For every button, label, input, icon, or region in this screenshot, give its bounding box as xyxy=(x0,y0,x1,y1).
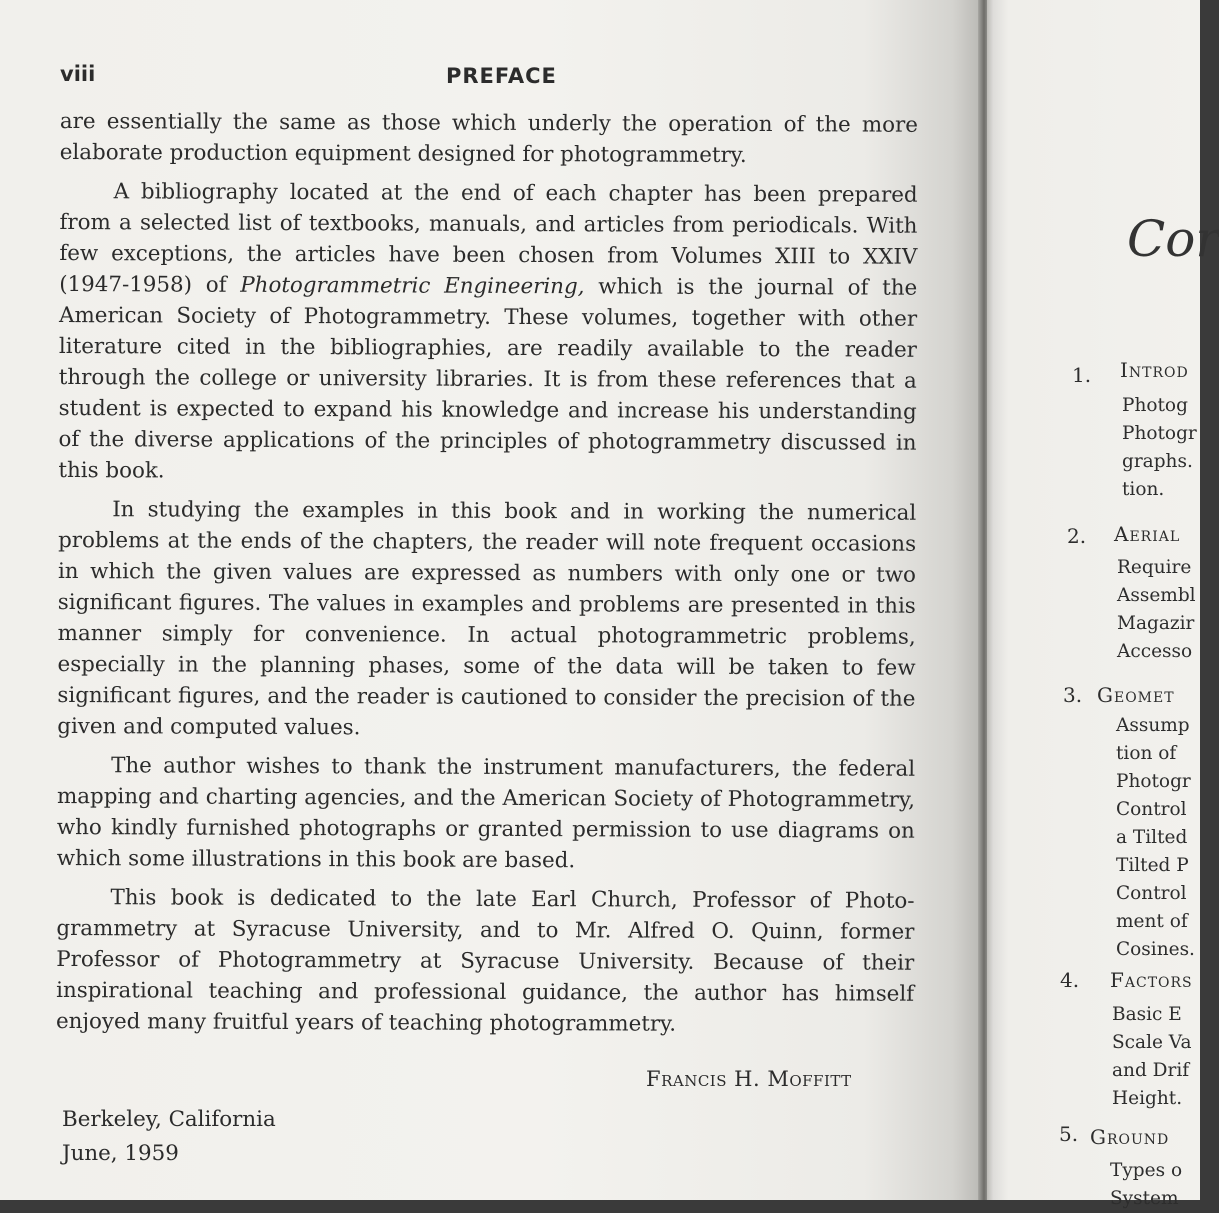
toc-number: 2. xyxy=(1067,524,1087,548)
toc-line: Photogr xyxy=(1116,771,1191,792)
toc-line: Photogr xyxy=(1122,423,1197,444)
date-line: June, 1959 xyxy=(62,1141,179,1166)
right-page xyxy=(987,0,1219,1209)
toc-line: Control xyxy=(1116,883,1187,904)
toc-line: Assembl xyxy=(1117,585,1196,606)
toc-line: tion of xyxy=(1116,743,1177,764)
journal-title: Photogrammetric Engineering, xyxy=(240,272,585,300)
toc-subentries xyxy=(1117,554,1196,666)
toc-subentries xyxy=(1122,392,1197,504)
toc-heading: Ground xyxy=(1090,1125,1170,1149)
toc-line: a Tilted xyxy=(1116,827,1188,848)
toc-line: Tilted P xyxy=(1116,855,1189,876)
paragraph-5: This book is dedicated to the late Earl Church, Professor of Photogrammetry at Syracuse University, and to Mr. Alfred O. Quinn, former Professor of Photogrammetry at Syracuse University. Because of their inspirational teaching and professional guidance, the author has himself enjoyed many fruitful years of teaching photogrammetry. xyxy=(55,885,915,1037)
paragraph-1: are essentially the same as those which underly the operation of the more elaborate production equipment designed for photogrammetry. xyxy=(59,108,918,168)
toc-line: ment of xyxy=(1116,911,1188,932)
contents-title: Cor xyxy=(1127,210,1219,268)
toc-number: 4. xyxy=(1060,968,1080,992)
toc-line: graphs. xyxy=(1122,451,1193,472)
toc-heading: Aerial xyxy=(1114,522,1181,546)
toc-number: 5. xyxy=(1059,1122,1079,1146)
paragraph-2 xyxy=(58,176,917,490)
toc-line: Types o xyxy=(1110,1160,1183,1181)
place-line: Berkeley, California xyxy=(62,1107,276,1132)
toc-line: System xyxy=(1110,1188,1179,1209)
running-head xyxy=(60,62,557,92)
toc-line: Magazir xyxy=(1117,613,1195,634)
page-number: viii xyxy=(60,62,96,86)
toc-line: Accesso xyxy=(1117,641,1193,662)
toc-line: Height. xyxy=(1112,1088,1183,1109)
toc-subentries xyxy=(1110,1157,1182,1213)
toc-line: Control xyxy=(1116,799,1187,820)
paragraph-4: The author wishes to thank the instrument manufacturers, the federal mapping and charting agencies, and the American Society of Photogrammetry, who kindly furnished photographs or granted permission to use diagrams on which some illustrations in this book are based. xyxy=(56,753,916,874)
toc-subentries xyxy=(1116,712,1195,964)
toc-number: 1. xyxy=(1072,363,1092,387)
toc-heading: Geomet xyxy=(1097,683,1175,707)
toc-line: Cosines. xyxy=(1116,939,1195,960)
paragraph-3: In studying the examples in this book and in working the numerical problems at the ends of the chapters, the reader will note frequent occasions in which the given values are expressed as numbers with only one or two significant figures. The values in examples and problems are presented in this manner simply for convenience. In actual photogrammetric problems, especially in the planning phases, some of the data will be taken to few significant figures, and the reader is cautioned to consider the precision of the given and computed values. xyxy=(57,497,917,741)
toc-line: tion. xyxy=(1122,479,1165,500)
toc-number: 3. xyxy=(1063,683,1083,707)
toc-line: Scale Va xyxy=(1112,1032,1192,1053)
toc-line: Assump xyxy=(1116,715,1190,736)
paragraph-2-text-after: which is the journal of the American Society of Photogrammetry. These volumes, together with other literature cited in the bibliographies, are readily available to the reader through the college or university libraries. It is from these references that a student is expected to expand his knowledge and increase his understanding of the diverse applications of the principles of photogrammetry discussed in this book. xyxy=(58,274,918,484)
place-date-block xyxy=(62,1103,276,1171)
toc-heading: Factors xyxy=(1110,968,1193,992)
toc-line: Photog xyxy=(1122,395,1188,416)
running-head-title: PREFACE xyxy=(446,64,557,88)
paragraph-2-text-before: A bibliography located at the end of each chapter has been prepared from a selected list of textbooks, manuals, and articles from periodicals. With few exceptions, the articles have been chosen from Volumes XIII to XXIV (1947-1958) of xyxy=(59,179,918,298)
toc-line: Basic E xyxy=(1112,1004,1182,1025)
toc-heading: Introd xyxy=(1120,358,1189,382)
toc-subentries xyxy=(1112,1001,1192,1113)
preface-body xyxy=(56,106,918,1049)
toc-line: Require xyxy=(1117,557,1192,578)
author-signature: Francis H. Moffitt xyxy=(646,1067,852,1091)
toc-line: and Drif xyxy=(1112,1060,1190,1081)
